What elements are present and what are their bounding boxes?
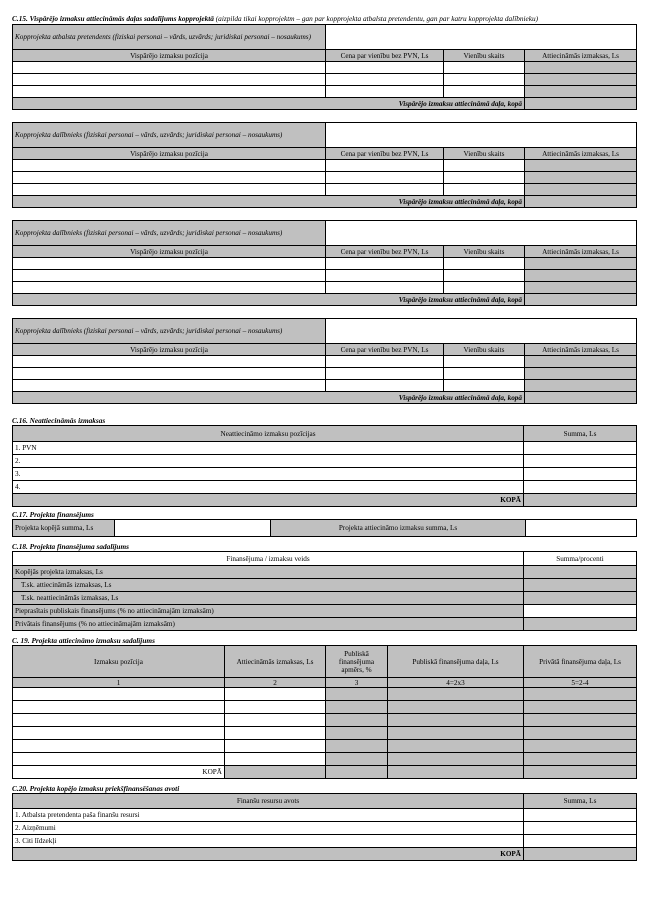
c15-col-position: Vispārējo izmaksu pozīcija (13, 344, 326, 356)
c15-col-position: Vispārējo izmaksu pozīcija (13, 50, 326, 62)
c20-total-label: KOPĀ (13, 848, 524, 861)
c15-position-cell[interactable] (13, 270, 326, 282)
c19-public-cell (388, 701, 524, 714)
c15-party-label: Kopprojekta dalībnieks (fiziskai personai – vārds, uzvārds; juridiskai personai – nosaukums) (13, 123, 326, 148)
c15-eligible-cell (525, 356, 637, 368)
c15-eligible-cell (525, 368, 637, 380)
c19-position-cell[interactable] (13, 740, 225, 753)
c15-price-cell[interactable] (326, 356, 444, 368)
c15-price-cell[interactable] (326, 160, 444, 172)
c16-total-label: KOPĀ (13, 494, 524, 507)
c19-col-eligible: Attiecināmās izmaksas, Ls (225, 646, 326, 678)
c19-col-position: Izmaksu pozīcija (13, 646, 225, 678)
c15-total-label: Vispārējo izmaksu attiecināmā daļa, kopā (13, 98, 525, 110)
c15-col-eligible: Attiecināmās izmaksas, Ls (525, 344, 637, 356)
c15-units-cell[interactable] (444, 172, 525, 184)
c15-block-table (12, 122, 637, 208)
c19-table (12, 645, 637, 779)
c15-eligible-cell (525, 270, 637, 282)
c19-num: 1 (13, 678, 225, 688)
c16-total-cell (524, 494, 637, 507)
c15-position-cell[interactable] (13, 368, 326, 380)
c15-position-cell[interactable] (13, 160, 326, 172)
c15-col-eligible: Attiecināmās izmaksas, Ls (525, 246, 637, 258)
c15-col-price: Cena par vienību bez PVN, Ls (326, 50, 444, 62)
c15-party-name-cell[interactable] (326, 221, 637, 246)
c20-sum-cell[interactable] (524, 822, 637, 835)
c19-position-cell[interactable] (13, 753, 225, 766)
c19-public-cell (388, 753, 524, 766)
c20-row: 1. Atbalsta pretendenta paša finanšu resursi (13, 809, 524, 822)
c15-col-price: Cena par vienību bez PVN, Ls (326, 246, 444, 258)
c19-eligible-cell[interactable] (225, 753, 326, 766)
c19-total-cell (225, 766, 326, 779)
c19-col-public-part: Publiskā finansējuma daļa, Ls (388, 646, 524, 678)
c15-total-cell (525, 196, 637, 208)
c15-party-name-cell[interactable] (326, 25, 637, 50)
c15-eligible-cell (525, 160, 637, 172)
c15-units-cell[interactable] (444, 380, 525, 392)
c18-title: C.18. Projekta finansējuma sadalījums (12, 542, 129, 551)
c15-col-price: Cena par vienību bez PVN, Ls (326, 148, 444, 160)
c15-position-cell[interactable] (13, 62, 326, 74)
c19-total-cell (524, 766, 637, 779)
c15-col-units: Vienību skaits (444, 50, 525, 62)
c19-total-cell (326, 766, 388, 779)
c15-price-cell[interactable] (326, 184, 444, 196)
c19-position-cell[interactable] (13, 714, 225, 727)
c19-eligible-cell[interactable] (225, 714, 326, 727)
c15-party-label: Kopprojekta dalībnieks (fiziskai personai – vārds, uzvārds; juridiskai personai – nosaukums) (13, 221, 326, 246)
c19-eligible-cell[interactable] (225, 701, 326, 714)
c20-total-cell (524, 848, 637, 861)
c15-block-table (12, 318, 637, 404)
c20-sum-cell[interactable] (524, 835, 637, 848)
c19-private-cell (524, 701, 637, 714)
c15-eligible-cell (525, 184, 637, 196)
c19-public-cell (388, 727, 524, 740)
c19-num: 3 (326, 678, 388, 688)
c15-position-cell[interactable] (13, 380, 326, 392)
c15-position-cell[interactable] (13, 74, 326, 86)
c15-price-cell[interactable] (326, 270, 444, 282)
c19-position-cell[interactable] (13, 688, 225, 701)
c16-col-sum: Summa, Ls (524, 426, 637, 442)
c19-rate-cell (326, 740, 388, 753)
c19-col-public-rate: Publiskā finansējuma apmērs, % (326, 646, 388, 678)
c19-position-cell[interactable] (13, 727, 225, 740)
c19-public-cell (388, 688, 524, 701)
c15-block-table (12, 220, 637, 306)
c16-table (12, 425, 637, 507)
c15-units-cell[interactable] (444, 62, 525, 74)
c15-eligible-cell (525, 380, 637, 392)
c15-units-cell[interactable] (444, 368, 525, 380)
c19-total-label: KOPĀ (13, 766, 225, 779)
c15-price-cell[interactable] (326, 62, 444, 74)
c19-num: 5=2-4 (524, 678, 637, 688)
c15-title (12, 14, 636, 23)
c15-units-cell[interactable] (444, 258, 525, 270)
c19-private-cell (524, 753, 637, 766)
c15-units-cell[interactable] (444, 184, 525, 196)
c18-row: T.sk. neattiecināmās izmaksas, Ls (13, 592, 524, 605)
c20-col-sum: Summa, Ls (524, 794, 637, 809)
c17-eligible-sum-cell[interactable] (526, 520, 637, 537)
c15-total-cell (525, 392, 637, 404)
c19-eligible-cell[interactable] (225, 727, 326, 740)
c15-col-units: Vienību skaits (444, 344, 525, 356)
c20-sum-cell[interactable] (524, 809, 637, 822)
c15-price-cell[interactable] (326, 282, 444, 294)
c18-col-sum: Summa/procenti (524, 552, 637, 566)
c19-rate-cell (326, 727, 388, 740)
c15-total-label: Vispārējo izmaksu attiecināmā daļa, kopā (13, 196, 525, 208)
c15-units-cell[interactable] (444, 86, 525, 98)
c17-total-sum-cell[interactable] (115, 520, 271, 537)
c19-public-cell (388, 740, 524, 753)
c15-units-cell[interactable] (444, 74, 525, 86)
c20-table (12, 793, 637, 861)
c15-total-cell (525, 294, 637, 306)
c19-public-cell (388, 714, 524, 727)
c15-total-label: Vispārējo izmaksu attiecināmā daļa, kopā (13, 294, 525, 306)
c17-table (12, 519, 637, 537)
c15-title-note: (aizpilda tikai kopprojektm – gan par kopprojekta atbalsta pretendentu, gan par katru kopprojekta dalībnieku) (215, 14, 539, 23)
c17-title: C.17. Projekta finansējums (12, 510, 94, 519)
c15-eligible-cell (525, 282, 637, 294)
c20-col-source: Finanšu resursu avots (13, 794, 524, 809)
c19-title: C. 19. Projekta attiecināmo izmaksu sadalījums (12, 636, 155, 645)
c15-eligible-cell (525, 258, 637, 270)
c16-row: 1. PVN (13, 442, 524, 455)
c15-position-cell[interactable] (13, 86, 326, 98)
c15-party-name-cell[interactable] (326, 123, 637, 148)
c15-position-cell[interactable] (13, 258, 326, 270)
c15-blocks (12, 24, 636, 404)
form-page (12, 14, 636, 861)
c15-party-label: Kopprojekta dalībnieks (fiziskai personai – vārds, uzvārds; juridiskai personai – nosaukums) (13, 319, 326, 344)
c19-total-cell (388, 766, 524, 779)
c19-position-cell[interactable] (13, 701, 225, 714)
c16-col-positions: Neattiecināmo izmaksu pozīcijas (13, 426, 524, 442)
c15-units-cell[interactable] (444, 270, 525, 282)
c15-position-cell[interactable] (13, 172, 326, 184)
c17-eligible-sum-label: Projekta attiecināmo izmaksu summa, Ls (271, 520, 526, 537)
c18-row: Pieprasītais publiskais finansējums (% no attiecināmajām izmaksām) (13, 605, 524, 618)
c15-party-name-cell[interactable] (326, 319, 637, 344)
c15-price-cell[interactable] (326, 74, 444, 86)
c18-value-cell[interactable] (524, 605, 637, 618)
c19-eligible-cell[interactable] (225, 740, 326, 753)
c19-num: 2 (225, 678, 326, 688)
c15-price-cell[interactable] (326, 258, 444, 270)
c20-title: C.20. Projekta kopējo izmaksu priekšfinansēšanas avoti (12, 784, 180, 793)
c16-row: 3. (13, 468, 524, 481)
c15-block-table (12, 24, 637, 110)
c16-title: C.16. Neattiecināmās izmaksas (12, 416, 106, 425)
c20-row: 3. Citi līdzekļi (13, 835, 524, 848)
c15-units-cell[interactable] (444, 356, 525, 368)
c19-rate-cell (326, 701, 388, 714)
c18-value-cell (524, 566, 637, 579)
c15-total-label: Vispārējo izmaksu attiecināmā daļa, kopā (13, 392, 525, 404)
c15-price-cell[interactable] (326, 380, 444, 392)
c15-col-position: Vispārējo izmaksu pozīcija (13, 148, 326, 160)
c16-sum-cell[interactable] (524, 468, 637, 481)
c15-eligible-cell (525, 172, 637, 184)
c18-row: Kopējās projekta izmaksas, Ls (13, 566, 524, 579)
c15-title-bold: C.15. Vispārējo izmaksu attiecināmās daļas sadalījums kopprojektā (12, 14, 214, 23)
c15-position-cell[interactable] (13, 282, 326, 294)
c15-eligible-cell (525, 74, 637, 86)
c20-row: 2. Aizņēmumi (13, 822, 524, 835)
c19-private-cell (524, 714, 637, 727)
c15-position-cell[interactable] (13, 356, 326, 368)
c15-col-eligible: Attiecināmās izmaksas, Ls (525, 50, 637, 62)
c18-value-cell (524, 579, 637, 592)
c19-private-cell (524, 688, 637, 701)
c15-price-cell[interactable] (326, 368, 444, 380)
c15-party-label: Kopprojekta atbalsta pretendents (fiziskai personai – vārds, uzvārds; juridiskai personai – nosaukums) (13, 25, 326, 50)
c18-value-cell (524, 618, 637, 631)
c19-rate-cell (326, 688, 388, 701)
c15-col-position: Vispārējo izmaksu pozīcija (13, 246, 326, 258)
c19-col-private-part: Privātā finansējuma daļa, Ls (524, 646, 637, 678)
c16-sum-cell[interactable] (524, 481, 637, 494)
c18-row: Privātais finansējums (% no attiecināmajām izmaksām) (13, 618, 524, 631)
c15-units-cell[interactable] (444, 282, 525, 294)
c15-col-eligible: Attiecināmās izmaksas, Ls (525, 148, 637, 160)
c15-position-cell[interactable] (13, 184, 326, 196)
c16-sum-cell[interactable] (524, 442, 637, 455)
c15-eligible-cell (525, 62, 637, 74)
c15-price-cell[interactable] (326, 86, 444, 98)
c18-col-type: Finansējuma / izmaksu veids (13, 552, 524, 566)
c18-table (12, 551, 637, 631)
c15-units-cell[interactable] (444, 160, 525, 172)
c15-price-cell[interactable] (326, 172, 444, 184)
c19-rate-cell (326, 714, 388, 727)
c15-eligible-cell (525, 86, 637, 98)
c15-total-cell (525, 98, 637, 110)
c15-col-units: Vienību skaits (444, 148, 525, 160)
c19-rate-cell (326, 753, 388, 766)
c18-row: T.sk. attiecināmās izmaksas, Ls (13, 579, 524, 592)
c18-value-cell (524, 592, 637, 605)
c15-col-price: Cena par vienību bez PVN, Ls (326, 344, 444, 356)
c15-col-units: Vienību skaits (444, 246, 525, 258)
c19-eligible-cell[interactable] (225, 688, 326, 701)
c16-row: 4. (13, 481, 524, 494)
c17-total-sum-label: Projekta kopējā summa, Ls (13, 520, 115, 537)
c16-sum-cell[interactable] (524, 455, 637, 468)
c16-row: 2. (13, 455, 524, 468)
c19-private-cell (524, 740, 637, 753)
c19-private-cell (524, 727, 637, 740)
c19-num: 4=2x3 (388, 678, 524, 688)
